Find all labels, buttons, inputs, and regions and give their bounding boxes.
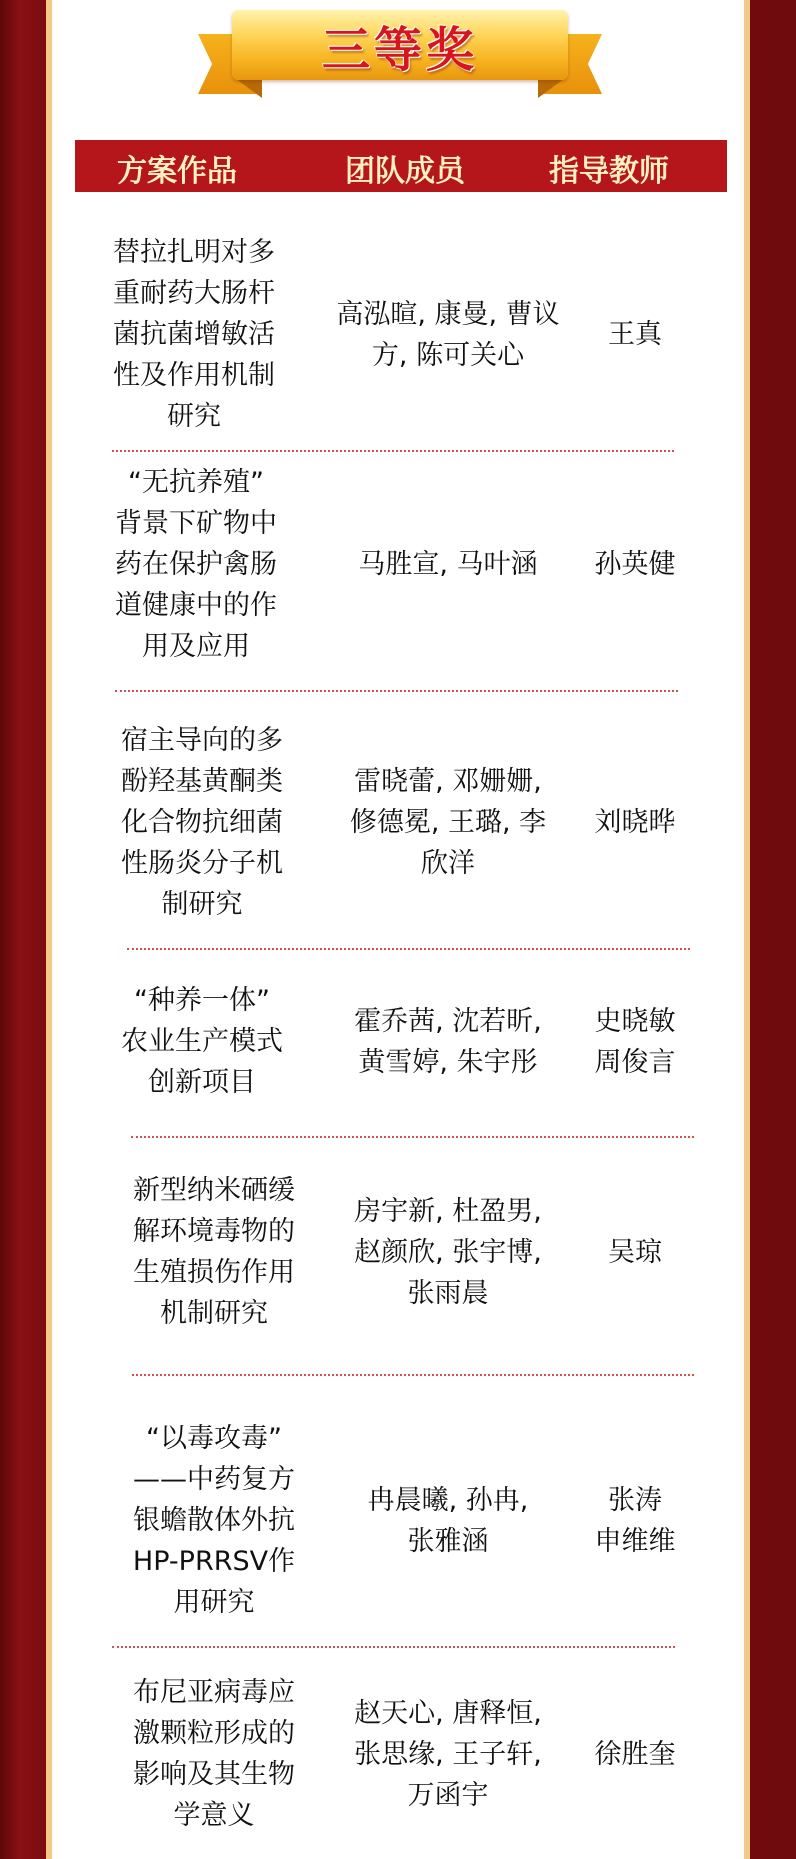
entry-advisor: 徐胜奎 xyxy=(594,1738,676,1770)
row-divider xyxy=(112,450,674,452)
entry-advisor: 王真 xyxy=(608,319,662,350)
award-title: 三等奖 xyxy=(321,21,478,78)
entry-team-members: 马胜宣, 马叶涵 xyxy=(358,549,538,580)
table-header xyxy=(75,140,727,192)
row-divider xyxy=(131,1136,694,1138)
entry-team-members: 高泓暄, 康曼, 曹议 方, 陈可关心 xyxy=(336,298,560,371)
row-divider xyxy=(115,690,678,692)
header-work: 方案作品 xyxy=(117,154,237,189)
entry-work-title: “无抗养殖” 背景下矿物中 药在保护禽肠 道健康中的作 用及应用 xyxy=(115,467,277,662)
row-divider xyxy=(127,948,690,950)
entry-advisor: 刘晓晔 xyxy=(594,807,676,838)
award-ribbon-banner xyxy=(198,10,602,102)
entry-team-members: 冉晨曦, 孙冉, 张雅涵 xyxy=(367,1484,529,1557)
entry-advisor: 吴琼 xyxy=(608,1236,662,1268)
header-advisor: 指导教师 xyxy=(549,154,669,189)
row-divider xyxy=(112,1646,675,1648)
entry-team-members: 房宇新, 杜盈男, 赵颜欣, 张宇博, 张雨晨 xyxy=(354,1195,542,1309)
entry-team-members: 霍乔茜, 沈若昕, 黄雪婷, 朱宇彤 xyxy=(354,1005,542,1078)
entry-advisor: 孙英健 xyxy=(594,549,676,580)
entry-team-members: 赵天心, 唐释恒, 张思缘, 王子轩, 万函宇 xyxy=(354,1697,542,1811)
entry-team-members: 雷晓蕾, 邓姗姗, 修德冕, 王璐, 李 欣洋 xyxy=(349,766,547,879)
entry-advisor: 张涛 申维维 xyxy=(594,1484,676,1557)
row-divider xyxy=(132,1374,694,1376)
entry-work-title: 布尼亚病毒应 激颗粒形成的 影响及其生物 学意义 xyxy=(133,1677,295,1831)
entry-work-title: 宿主导向的多 酚羟基黄酮类 化合物抗细菌 性肠炎分子机 制研究 xyxy=(121,725,283,920)
entry-work-title: “以毒攻毒” ——中药复方 银蟾散体外抗 HP-PRRSV作 用研究 xyxy=(132,1423,296,1618)
header-members: 团队成员 xyxy=(345,154,465,189)
entry-advisor: 史晓敏 周俊言 xyxy=(594,1005,676,1078)
entry-work-title: 新型纳米硒缓 解环境毒物的 生殖损伤作用 机制研究 xyxy=(133,1175,295,1329)
ribbon-main xyxy=(232,10,568,80)
entry-work-title: 替拉扎明对多 重耐药大肠杆 菌抗菌增敏活 性及作用机制 研究 xyxy=(113,237,275,432)
entry-work-title: “种养一体” 农业生产模式 创新项目 xyxy=(121,985,283,1098)
